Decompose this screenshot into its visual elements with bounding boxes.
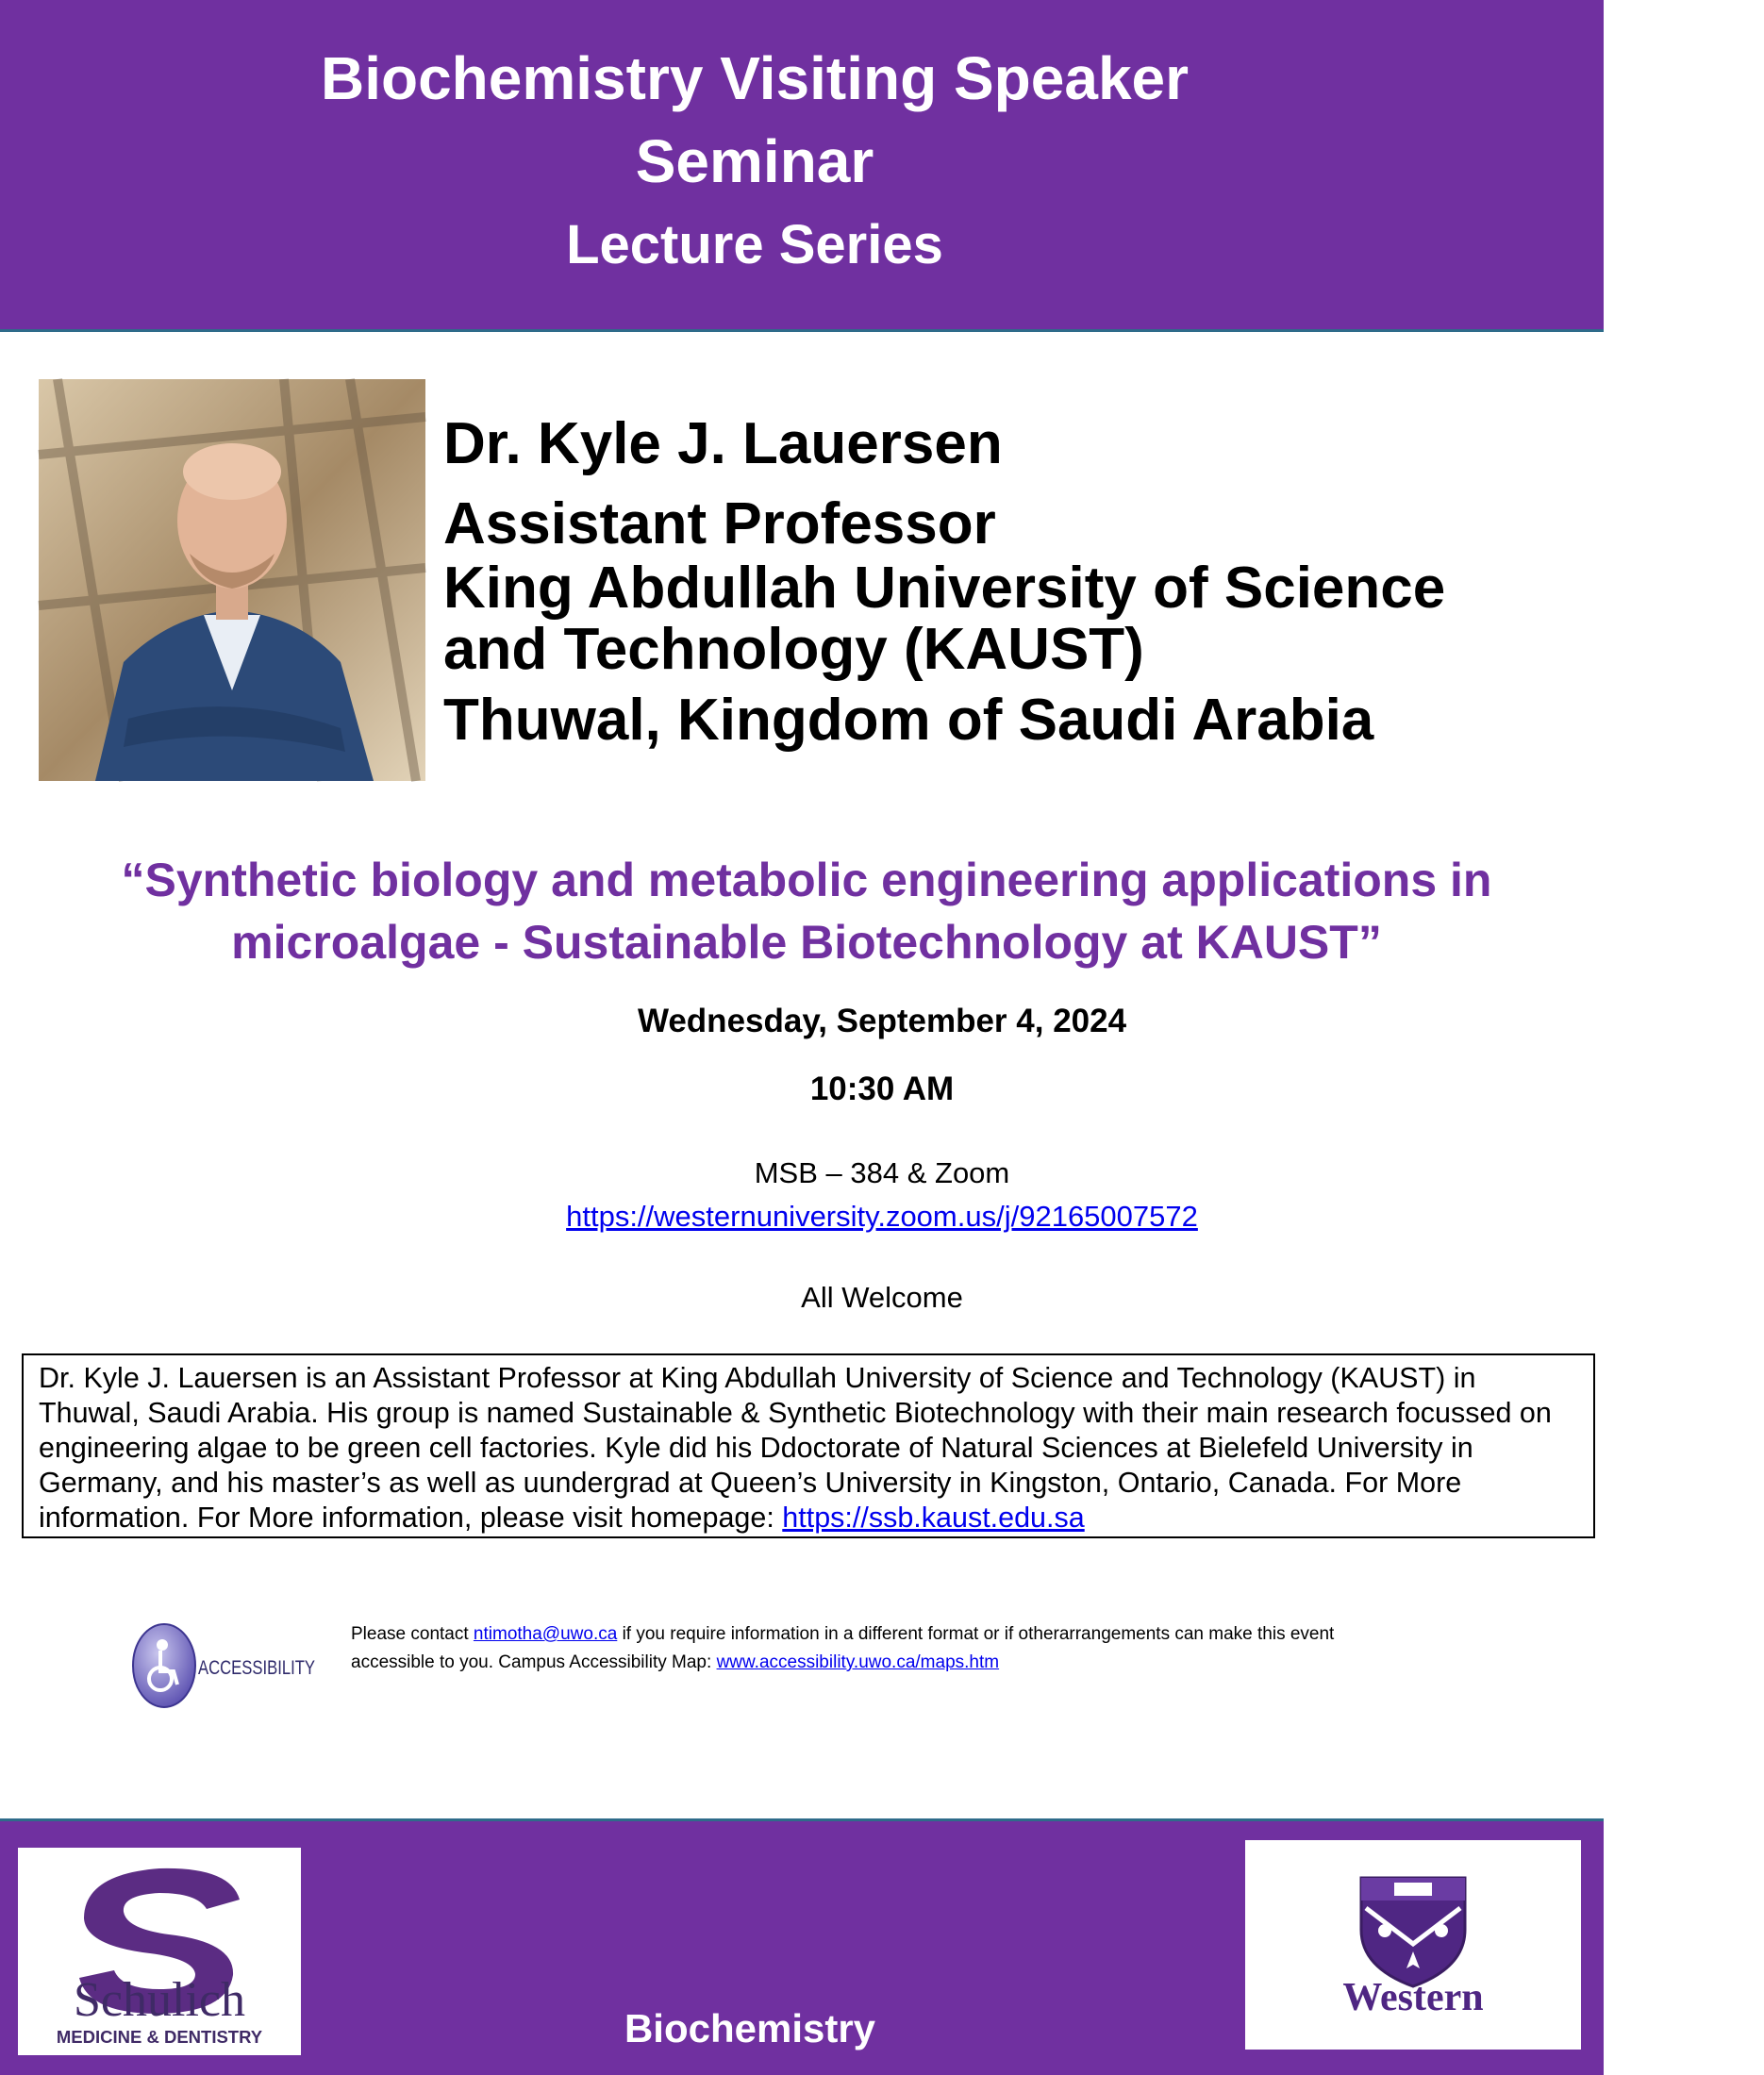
- speaker-location: Thuwal, Kingdom of Saudi Arabia: [443, 688, 1374, 753]
- western-wordmark: Western: [1342, 1976, 1484, 2019]
- schulich-wordmark: Schulich: [74, 1973, 245, 2027]
- western-logo: [1245, 1840, 1581, 2050]
- speaker-institution-line2: and Technology (KAUST): [443, 617, 1144, 682]
- talk-title-line1: “Synthetic biology and metabolic engineering applications in: [121, 854, 1492, 906]
- talk-title: [28, 849, 1585, 973]
- zoom-link-row: [0, 1200, 1764, 1234]
- accessibility-map-link[interactable]: www.accessibility.uwo.ca/maps.htm: [716, 1652, 1000, 1672]
- access-text-part1: Please contact: [351, 1624, 474, 1644]
- bio-text: Dr. Kyle J. Lauersen is an Assistant Professor at King Abdullah University of Science and Technology (KAUST) in Thuwal, Saudi Arabia. His group is named Sustainable & Synthetic Biotechnology with their main research focussed on engineering algae to be green cell factories. Kyle did his Ddoctorate of Natural Sciences at Bielefeld University in Germany, and his master’s as well as uundergrad at Queen’s University in Kingston, Ontario, Canada. For More information. For More information, please visit homepage:: [39, 1362, 1552, 1534]
- header-subtitle: Seminar: [635, 127, 874, 195]
- speaker-photo: [39, 379, 425, 781]
- western-crest-icon: [1361, 1878, 1465, 1986]
- speaker-bio: [22, 1353, 1595, 1538]
- speaker-title: Assistant Professor: [443, 491, 996, 556]
- contact-email-link[interactable]: ntimotha@uwo.ca: [473, 1624, 618, 1644]
- accessibility-logo: [130, 1622, 319, 1712]
- header-series: Lecture Series: [566, 214, 943, 275]
- access-text-part2: if you require information in a different format or if otherarrangements can make this event accessible to you. Campus Accessibility Map:: [351, 1624, 1335, 1672]
- event-location: MSB – 384 & Zoom: [754, 1156, 1010, 1189]
- footer-banner: [0, 1818, 1604, 2075]
- accessibility-notice: [351, 1620, 1407, 1677]
- event-date: Wednesday, September 4, 2024: [637, 1003, 1127, 1039]
- accessibility-logo-text: ACCESSIBILITY: [198, 1657, 315, 1679]
- header-banner: [0, 0, 1604, 332]
- header-title: Biochemistry Visiting Speaker: [320, 44, 1190, 112]
- event-time: 10:30 AM: [809, 1071, 955, 1107]
- speaker-name: Dr. Kyle J. Lauersen: [443, 411, 1003, 476]
- footer-department: Biochemistry: [624, 2006, 876, 2050]
- homepage-link[interactable]: https://ssb.kaust.edu.sa: [782, 1502, 1085, 1534]
- welcome-text: All Welcome: [801, 1281, 963, 1314]
- zoom-link[interactable]: https://westernuniversity.zoom.us/j/92165007572: [566, 1200, 1198, 1233]
- schulich-subtitle: MEDICINE & DENTISTRY: [56, 2027, 263, 2047]
- speaker-institution-line1: King Abdullah University of Science: [443, 556, 1446, 621]
- talk-title-line2: microalgae - Sustainable Biotechnology at KAUST”: [231, 916, 1382, 969]
